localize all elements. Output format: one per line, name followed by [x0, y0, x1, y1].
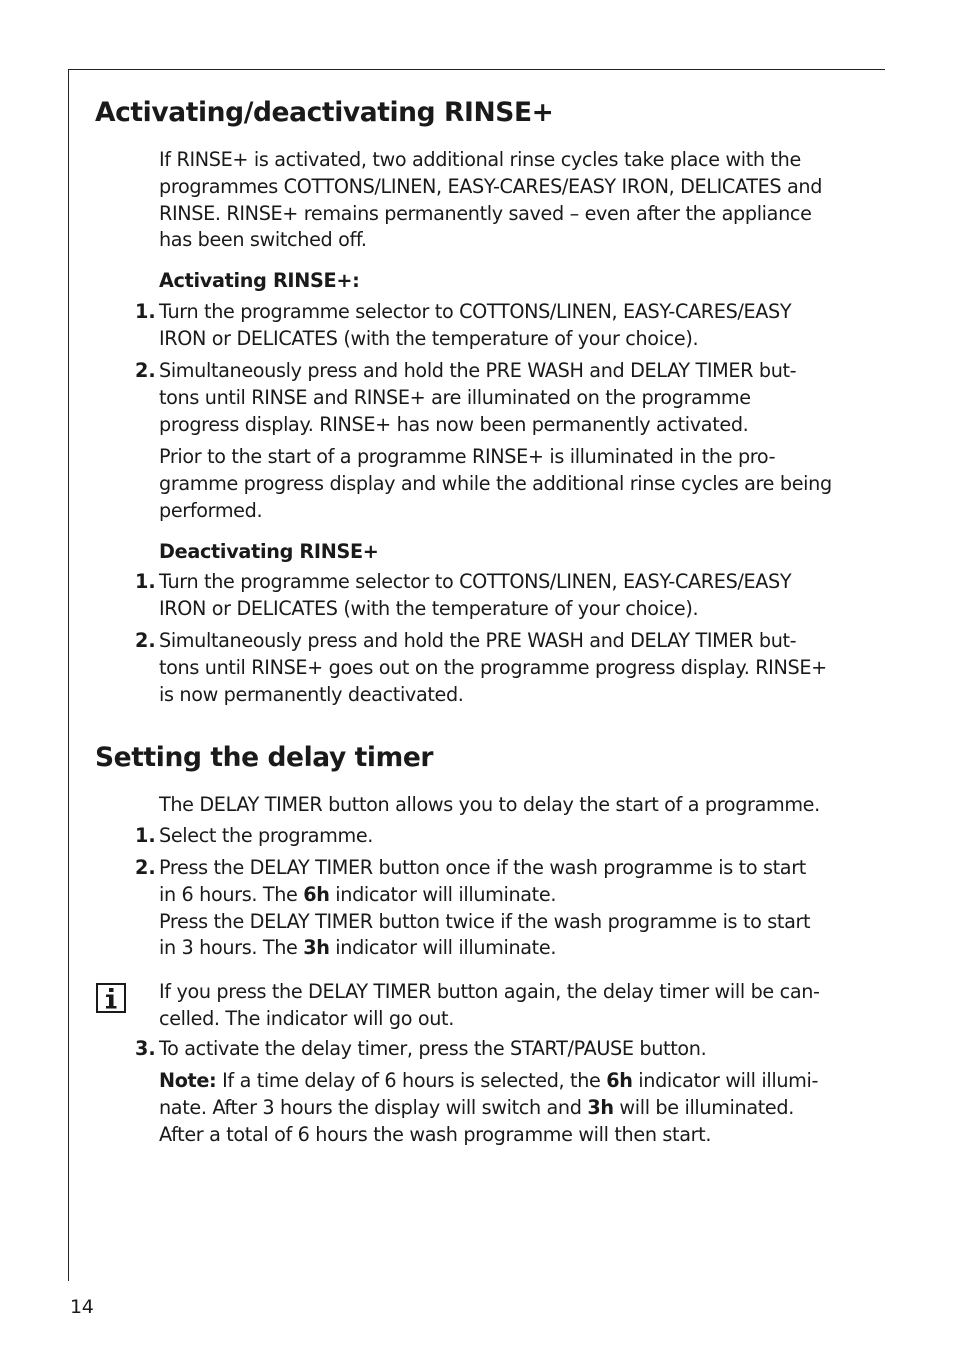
step-number: 1.: [135, 570, 156, 593]
step-number: 1.: [135, 824, 156, 847]
step-text-line: tons until RINSE and RINSE+ are illuminated on the programme: [159, 385, 751, 409]
step-text-line: [159, 935, 871, 962]
info-note: [159, 979, 871, 1033]
note-text: will be illuminated.: [613, 1095, 794, 1119]
note-line: performed.: [159, 498, 263, 522]
delay-note: [159, 1068, 871, 1148]
note-text: indicator will illumi-: [632, 1069, 819, 1092]
page-frame-left-rule: [68, 69, 69, 1281]
activating-step-2: [159, 358, 871, 438]
note-label: Note:: [159, 1069, 217, 1092]
step-text: in 3 hours. The: [159, 936, 304, 960]
note-line: [159, 1068, 871, 1095]
indicator-3h: 3h: [303, 936, 330, 960]
step-text-line: Press the DELAY TIMER button once if the wash programme is to start: [159, 856, 806, 879]
note-text: nate. After 3 hours the display will switch and: [159, 1095, 588, 1119]
step-text-line: progress display. RINSE+ has now been permanently activated.: [159, 412, 749, 436]
step-text: indicator will illuminate.: [329, 882, 557, 906]
page-number: 14: [70, 1296, 94, 1318]
step-text-line: IRON or DELICATES (with the temperature of your choice).: [159, 596, 699, 620]
step-number: 2.: [135, 359, 156, 382]
step-text-line: Press the DELAY TIMER button twice if the wash programme is to start: [159, 909, 811, 933]
delay-step-1: Select the programme.: [159, 824, 374, 847]
note-line: After a total of 6 hours the wash programme will then start.: [159, 1122, 712, 1146]
deactivating-step-1: [159, 569, 871, 623]
step-text-line: Turn the programme selector to COTTONS/LINEN, EASY-CARES/EASY: [159, 570, 792, 593]
step-text: in 6 hours. The: [159, 882, 304, 906]
indicator-6h: 6h: [303, 882, 330, 906]
step-text-line: is now permanently deactivated.: [159, 682, 464, 706]
delay-intro: The DELAY TIMER button allows you to delay the start of a programme.: [159, 793, 820, 816]
rinse-intro-line: If RINSE+ is activated, two additional rinse cycles take place with the: [159, 148, 801, 171]
note-line: gramme progress display and while the additional rinse cycles are being: [159, 471, 832, 495]
note-line: Prior to the start of a programme RINSE+ is illuminated in the pro-: [159, 445, 776, 468]
indicator-3h: 3h: [587, 1095, 614, 1119]
step-text-line: Simultaneously press and hold the PRE WASH and DELAY TIMER but-: [159, 629, 797, 652]
rinse-intro: [159, 147, 871, 254]
delay-step-2: [159, 855, 871, 962]
note-line: [159, 1095, 871, 1122]
step-number: 3.: [135, 1037, 156, 1060]
info-note-line: celled. The indicator will go out.: [159, 1006, 454, 1030]
indicator-6h: 6h: [606, 1069, 633, 1092]
deactivating-subheading: Deactivating RINSE+: [159, 540, 379, 563]
deactivating-step-2: [159, 628, 871, 708]
delay-step-3: To activate the delay timer, press the START/PAUSE button.: [159, 1037, 707, 1060]
activating-step-1: [159, 299, 871, 353]
info-note-line: If you press the DELAY TIMER button again, the delay timer will be can-: [159, 980, 820, 1003]
step-text-line: tons until RINSE+ goes out on the programme progress display. RINSE+: [159, 655, 827, 679]
step-number: 2.: [135, 629, 156, 652]
activating-subheading: Activating RINSE+:: [159, 269, 360, 292]
page-frame-top-rule: [69, 69, 885, 70]
step-text-line: IRON or DELICATES (with the temperature of your choice).: [159, 326, 699, 350]
step-number: 1.: [135, 300, 156, 323]
rinse-intro-line: programmes COTTONS/LINEN, EASY-CARES/EASY IRON, DELICATES and: [159, 174, 823, 198]
step-text-line: [159, 882, 871, 909]
step-text-line: Turn the programme selector to COTTONS/LINEN, EASY-CARES/EASY: [159, 300, 792, 323]
step-text-line: Simultaneously press and hold the PRE WASH and DELAY TIMER but-: [159, 359, 797, 382]
rinse-intro-line: has been switched off.: [159, 228, 367, 252]
rinse-heading: Activating/deactivating RINSE+: [95, 97, 554, 128]
step-number: 2.: [135, 856, 156, 879]
rinse-intro-line: RINSE. RINSE+ remains permanently saved – even after the appliance: [159, 201, 812, 225]
step-text: indicator will illuminate.: [329, 936, 557, 960]
info-i-icon: [96, 983, 126, 1013]
note-text: If a time delay of 6 hours is selected, the: [216, 1069, 607, 1092]
activating-note: [159, 444, 871, 524]
delay-heading: Setting the delay timer: [95, 742, 434, 773]
